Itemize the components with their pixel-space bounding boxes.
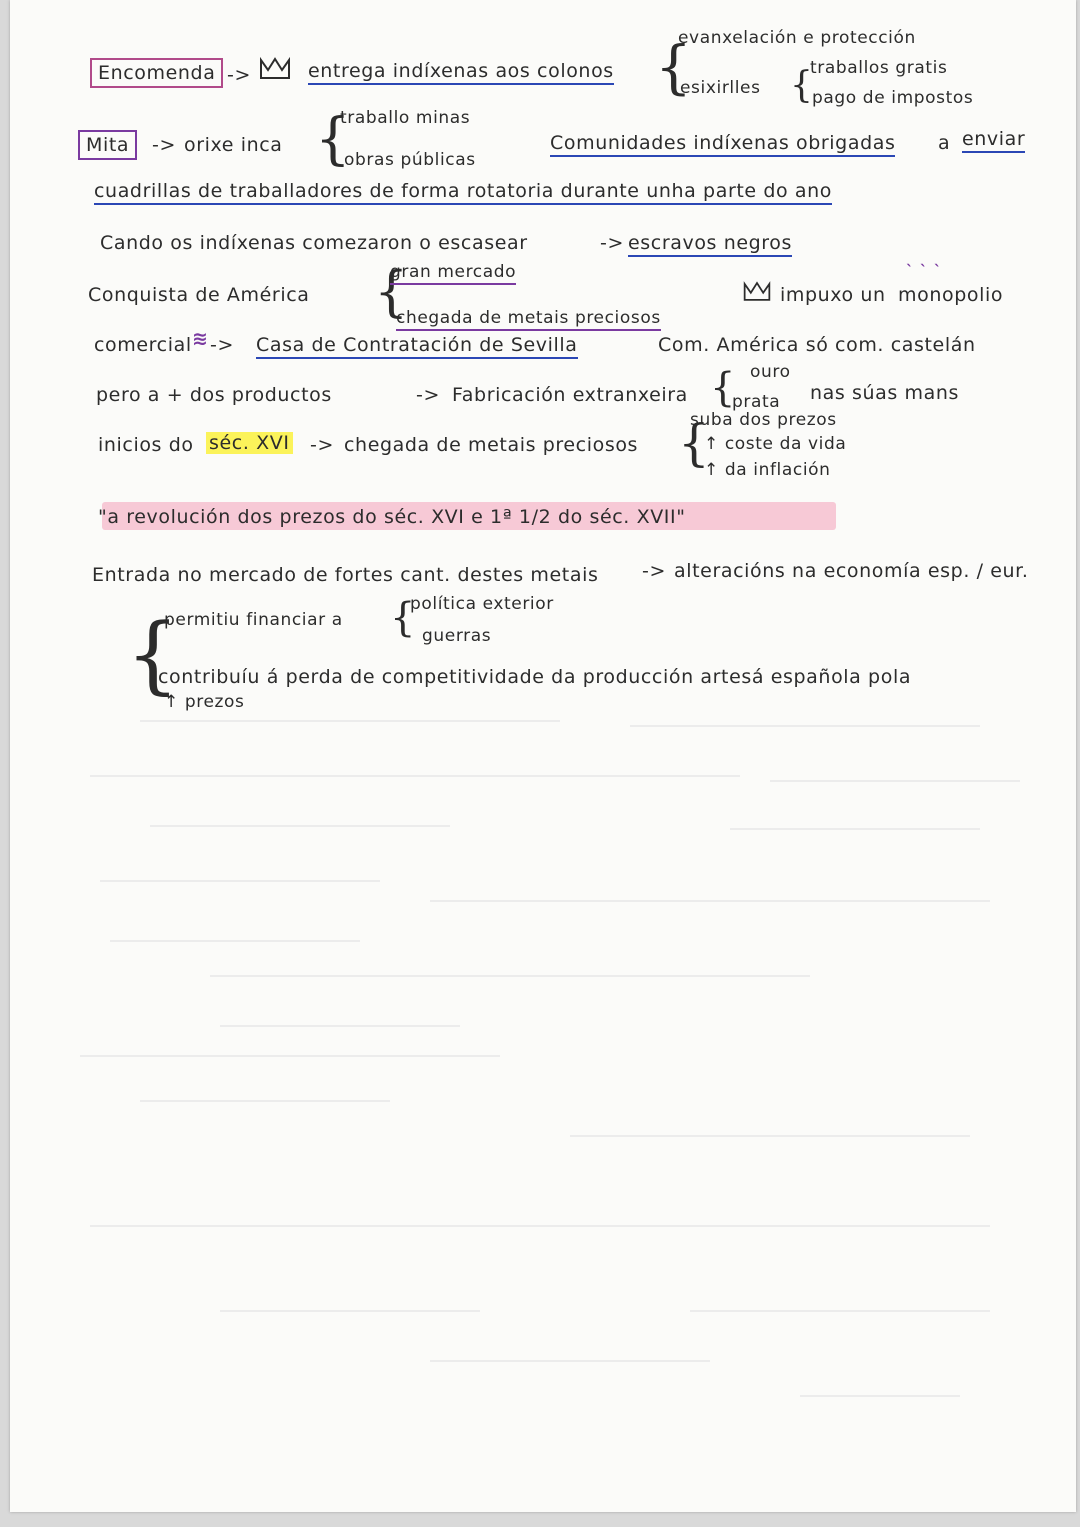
- bleed-through-mark: [80, 1055, 500, 1057]
- brace: {: [678, 414, 710, 472]
- arrow: ->: [227, 64, 251, 86]
- brace: {: [374, 260, 409, 323]
- arrow: ->: [416, 384, 440, 406]
- bleed-through-mark: [630, 725, 980, 727]
- arrow: ->: [152, 134, 176, 156]
- notebook-page: [10, 0, 1076, 1512]
- brace: {: [710, 365, 736, 411]
- bleed-through-mark: [220, 1310, 480, 1312]
- bleed-through-mark: [110, 940, 360, 942]
- branch-coste-vida: ↑ coste da vida: [704, 434, 847, 454]
- alteracions-text: alteracións na economía esp. / eur.: [674, 560, 1029, 582]
- bleed-through-mark: [90, 775, 740, 777]
- a-text: a: [938, 132, 951, 154]
- branch-inflacion: ↑ da inflación: [704, 460, 831, 480]
- bleed-through-mark: [220, 1025, 460, 1027]
- revolucion-prezos-quote: "a revolución dos prezos do séc. XVI e 1ª 1/2 do séc. XVII": [98, 506, 686, 528]
- branch-evanxelacion: evanxelación e protección: [678, 28, 916, 48]
- orixe-text: orixe inca: [184, 134, 283, 156]
- bleed-through-mark: [140, 1100, 390, 1102]
- cando-text: Cando os indíxenas comezaron o escasear: [100, 232, 528, 254]
- chegada-text: chegada de metais preciosos: [344, 434, 639, 456]
- branch-prata: prata: [732, 392, 781, 412]
- crown-icon: [742, 280, 772, 302]
- bleed-through-mark: [770, 780, 1020, 782]
- brace: {: [655, 33, 692, 101]
- arrow: ->: [310, 434, 334, 456]
- bleed-through-mark: [730, 828, 980, 830]
- mans-text: nas súas mans: [810, 382, 960, 404]
- bleed-through-mark: [140, 720, 560, 722]
- emphasis-marks: ≋: [192, 328, 209, 350]
- comunidades-text: Comunidades indíxenas obrigadas: [550, 132, 895, 157]
- crown-icon: [258, 56, 292, 80]
- brace: {: [315, 107, 351, 172]
- entrega-text: entrega indíxenas aos colonos: [308, 60, 614, 85]
- branch-traballos-gratis: traballos gratis: [810, 58, 948, 78]
- bleed-through-mark: [800, 1395, 960, 1397]
- inicios-text: inicios do: [98, 434, 194, 456]
- branch-suba-prezos: suba dos prezos: [690, 410, 837, 430]
- com-america-text: Com. América só com. castelán: [658, 334, 976, 356]
- brace: {: [790, 65, 813, 106]
- branch-traballo-minas: traballo minas: [340, 108, 471, 128]
- enviar-text: enviar: [962, 128, 1025, 153]
- branch-obras-publicas: obras públicas: [344, 150, 476, 170]
- bleed-through-mark: [90, 1225, 990, 1227]
- arrow: ->: [210, 334, 234, 356]
- mita-box: Mita: [78, 130, 137, 160]
- branch-politica-exterior: política exterior: [410, 594, 554, 614]
- emphasis-marks: ` ` `: [906, 262, 942, 280]
- permitiu-text: permitiu financiar a: [164, 610, 343, 630]
- bleed-through-mark: [430, 900, 990, 902]
- brace: {: [126, 605, 180, 703]
- bleed-through-mark: [100, 880, 380, 882]
- encomenda-box: Encomenda: [90, 58, 223, 88]
- entrada-text: Entrada no mercado de fortes cant. destes metais: [92, 564, 599, 586]
- casa-contratacion-text: Casa de Contratación de Sevilla: [256, 334, 578, 359]
- fabricacion-text: Fabricación extranxeira: [452, 384, 688, 406]
- branch-esixirlles: esixirlles: [680, 78, 761, 98]
- bleed-through-mark: [690, 1310, 990, 1312]
- bleed-through-mark: [150, 825, 450, 827]
- prezos-text: ↑ prezos: [164, 692, 245, 712]
- impuxo-text: impuxo un: [780, 284, 886, 306]
- bleed-through-mark: [570, 1135, 970, 1137]
- arrow: ->: [600, 232, 624, 254]
- bleed-through-mark: [210, 975, 810, 977]
- comercial-text: comercial: [94, 334, 192, 356]
- branch-guerras: guerras: [422, 626, 492, 646]
- arrow: ->: [642, 560, 666, 582]
- branch-chegada-metais: chegada de metais preciosos: [396, 308, 661, 331]
- conquista-text: Conquista de América: [88, 284, 310, 306]
- escravos-text: escravos negros: [628, 232, 792, 257]
- branch-gran-mercado: gran mercado: [390, 262, 516, 285]
- contribuiu-text: contribuíu á perda de competitividade da producción artesá española pola: [158, 666, 912, 688]
- bleed-through-mark: [430, 1360, 710, 1362]
- brace: {: [390, 595, 416, 641]
- cuadrillas-text: cuadrillas de traballadores de forma rotatoria durante unha parte do ano: [94, 180, 832, 205]
- monopolio-text: monopolio: [898, 284, 1004, 306]
- branch-ouro: ouro: [750, 362, 791, 382]
- sec-xvi-highlight: séc. XVI: [206, 432, 293, 454]
- branch-pago-impostos: pago de impostos: [812, 88, 974, 108]
- pero-text: pero a + dos productos: [96, 384, 332, 406]
